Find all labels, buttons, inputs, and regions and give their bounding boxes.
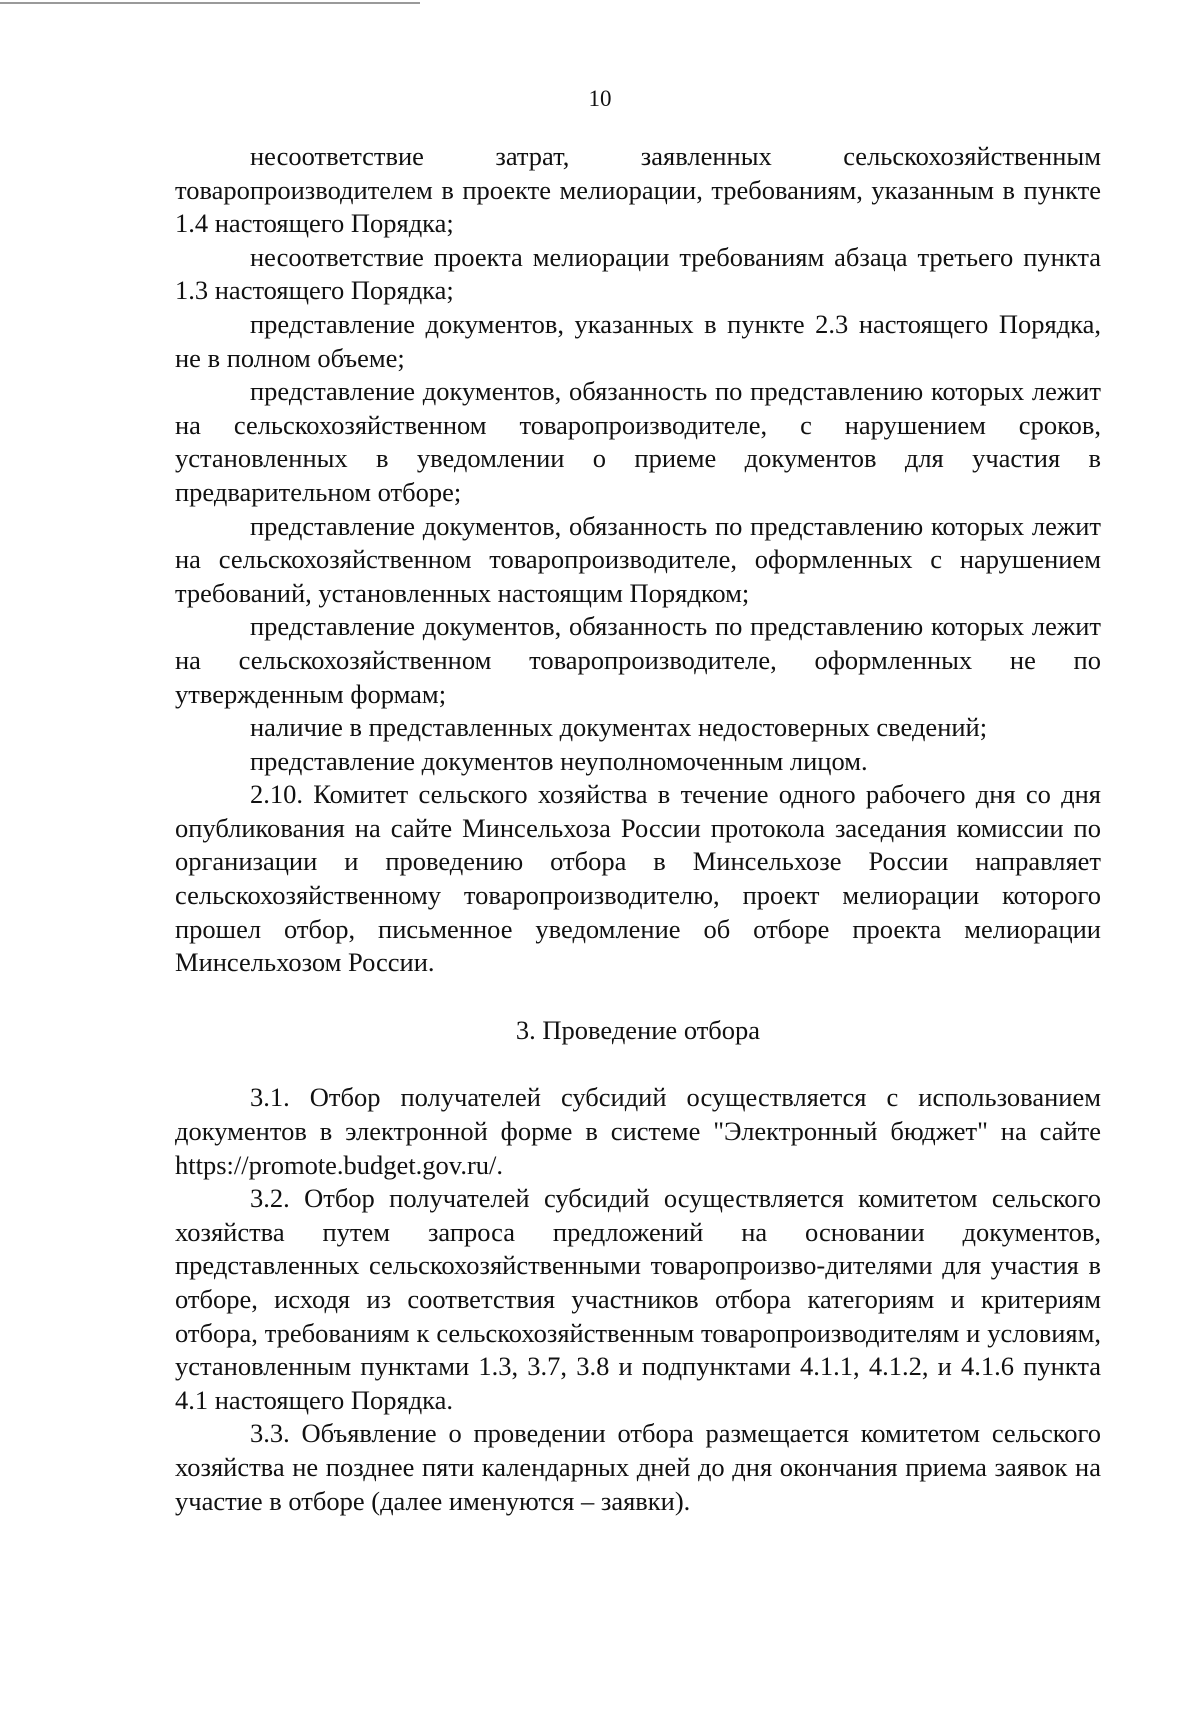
paragraph: несоответствие затрат, заявленных сельскохозяйственным товаропроизводителем в проекте мелиорации, требованиям, указанным в пункте 1.4 настоящего Порядка; [175, 141, 1101, 239]
document-body [175, 140, 1101, 1518]
section-paragraph: 3.2. Отбор получателей субсидий осуществляется комитетом сельского хозяйства путем запроса предложений на основании документов, представленных сельскохозяйственными товаропроизво-дителями для участия в отборе, исходя из соответствия участников отбора категориям и критериям отбора, требованиям к сельскохозяйственным товаропроизводителям и условиям, установленным пунктами 1.3, 3.7, 3.8 и подпунктами 4.1.1, 4.1.2, и 4.1.6 пункта 4.1 настоящего Порядка. [175, 1183, 1101, 1415]
section-heading: 3. Проведение отбора [515, 1014, 761, 1045]
paragraph: наличие в представленных документах недостоверных сведений; [250, 712, 988, 743]
scan-edge-line [0, 2, 420, 4]
paragraph: представление документов, обязанность по представлению которых лежит на сельскохозяйственном товаропроизводителе, с нарушением сроков, установленных в уведомлении о приеме документов для участия в предварительном отборе; [175, 376, 1101, 507]
section-paragraph: 3.3. Объявление о проведении отбора размещается комитетом сельского хозяйства не позднее пяти календарных дней до дня окончания приема заявок на участие в отборе (далее именуются – заявки). [175, 1418, 1101, 1516]
paragraph: представление документов, обязанность по представлению которых лежит на сельскохозяйственном товаропроизводителе, оформленных с нарушением требований, установленных настоящим Порядком; [175, 510, 1101, 608]
paragraph: представление документов, указанных в пункте 2.3 настоящего Порядка, не в полном объеме; [175, 308, 1101, 373]
paragraph: несоответствие проекта мелиорации требованиям абзаца третьего пункта 1.3 настоящего Порядка; [175, 241, 1101, 306]
page-number: 10 [588, 86, 612, 111]
section-paragraph: 3.1. Отбор получателей субсидий осуществляется с использованием документов в электронной форме в системе "Электронный бюджет" на сайте https://promote.budget.gov.ru/. [175, 1082, 1101, 1180]
paragraph: представление документов неуполномоченным лицом. [250, 745, 868, 776]
paragraph: 2.10. Комитет сельского хозяйства в течение одного рабочего дня со дня опубликования на сайте Минсельхоза России протокола заседания комиссии по организации и проведению отбора в Минсельхозе России направляет сельскохозяйственному товаропроизводителю, проект мелиорации которого прошел отбор, письменное уведомление об отборе проекта мелиорации Минсельхозом России. [175, 779, 1101, 978]
paragraph: представление документов, обязанность по представлению которых лежит на сельскохозяйственном товаропроизводителе, оформленных не по утвержденным формам; [175, 611, 1101, 709]
